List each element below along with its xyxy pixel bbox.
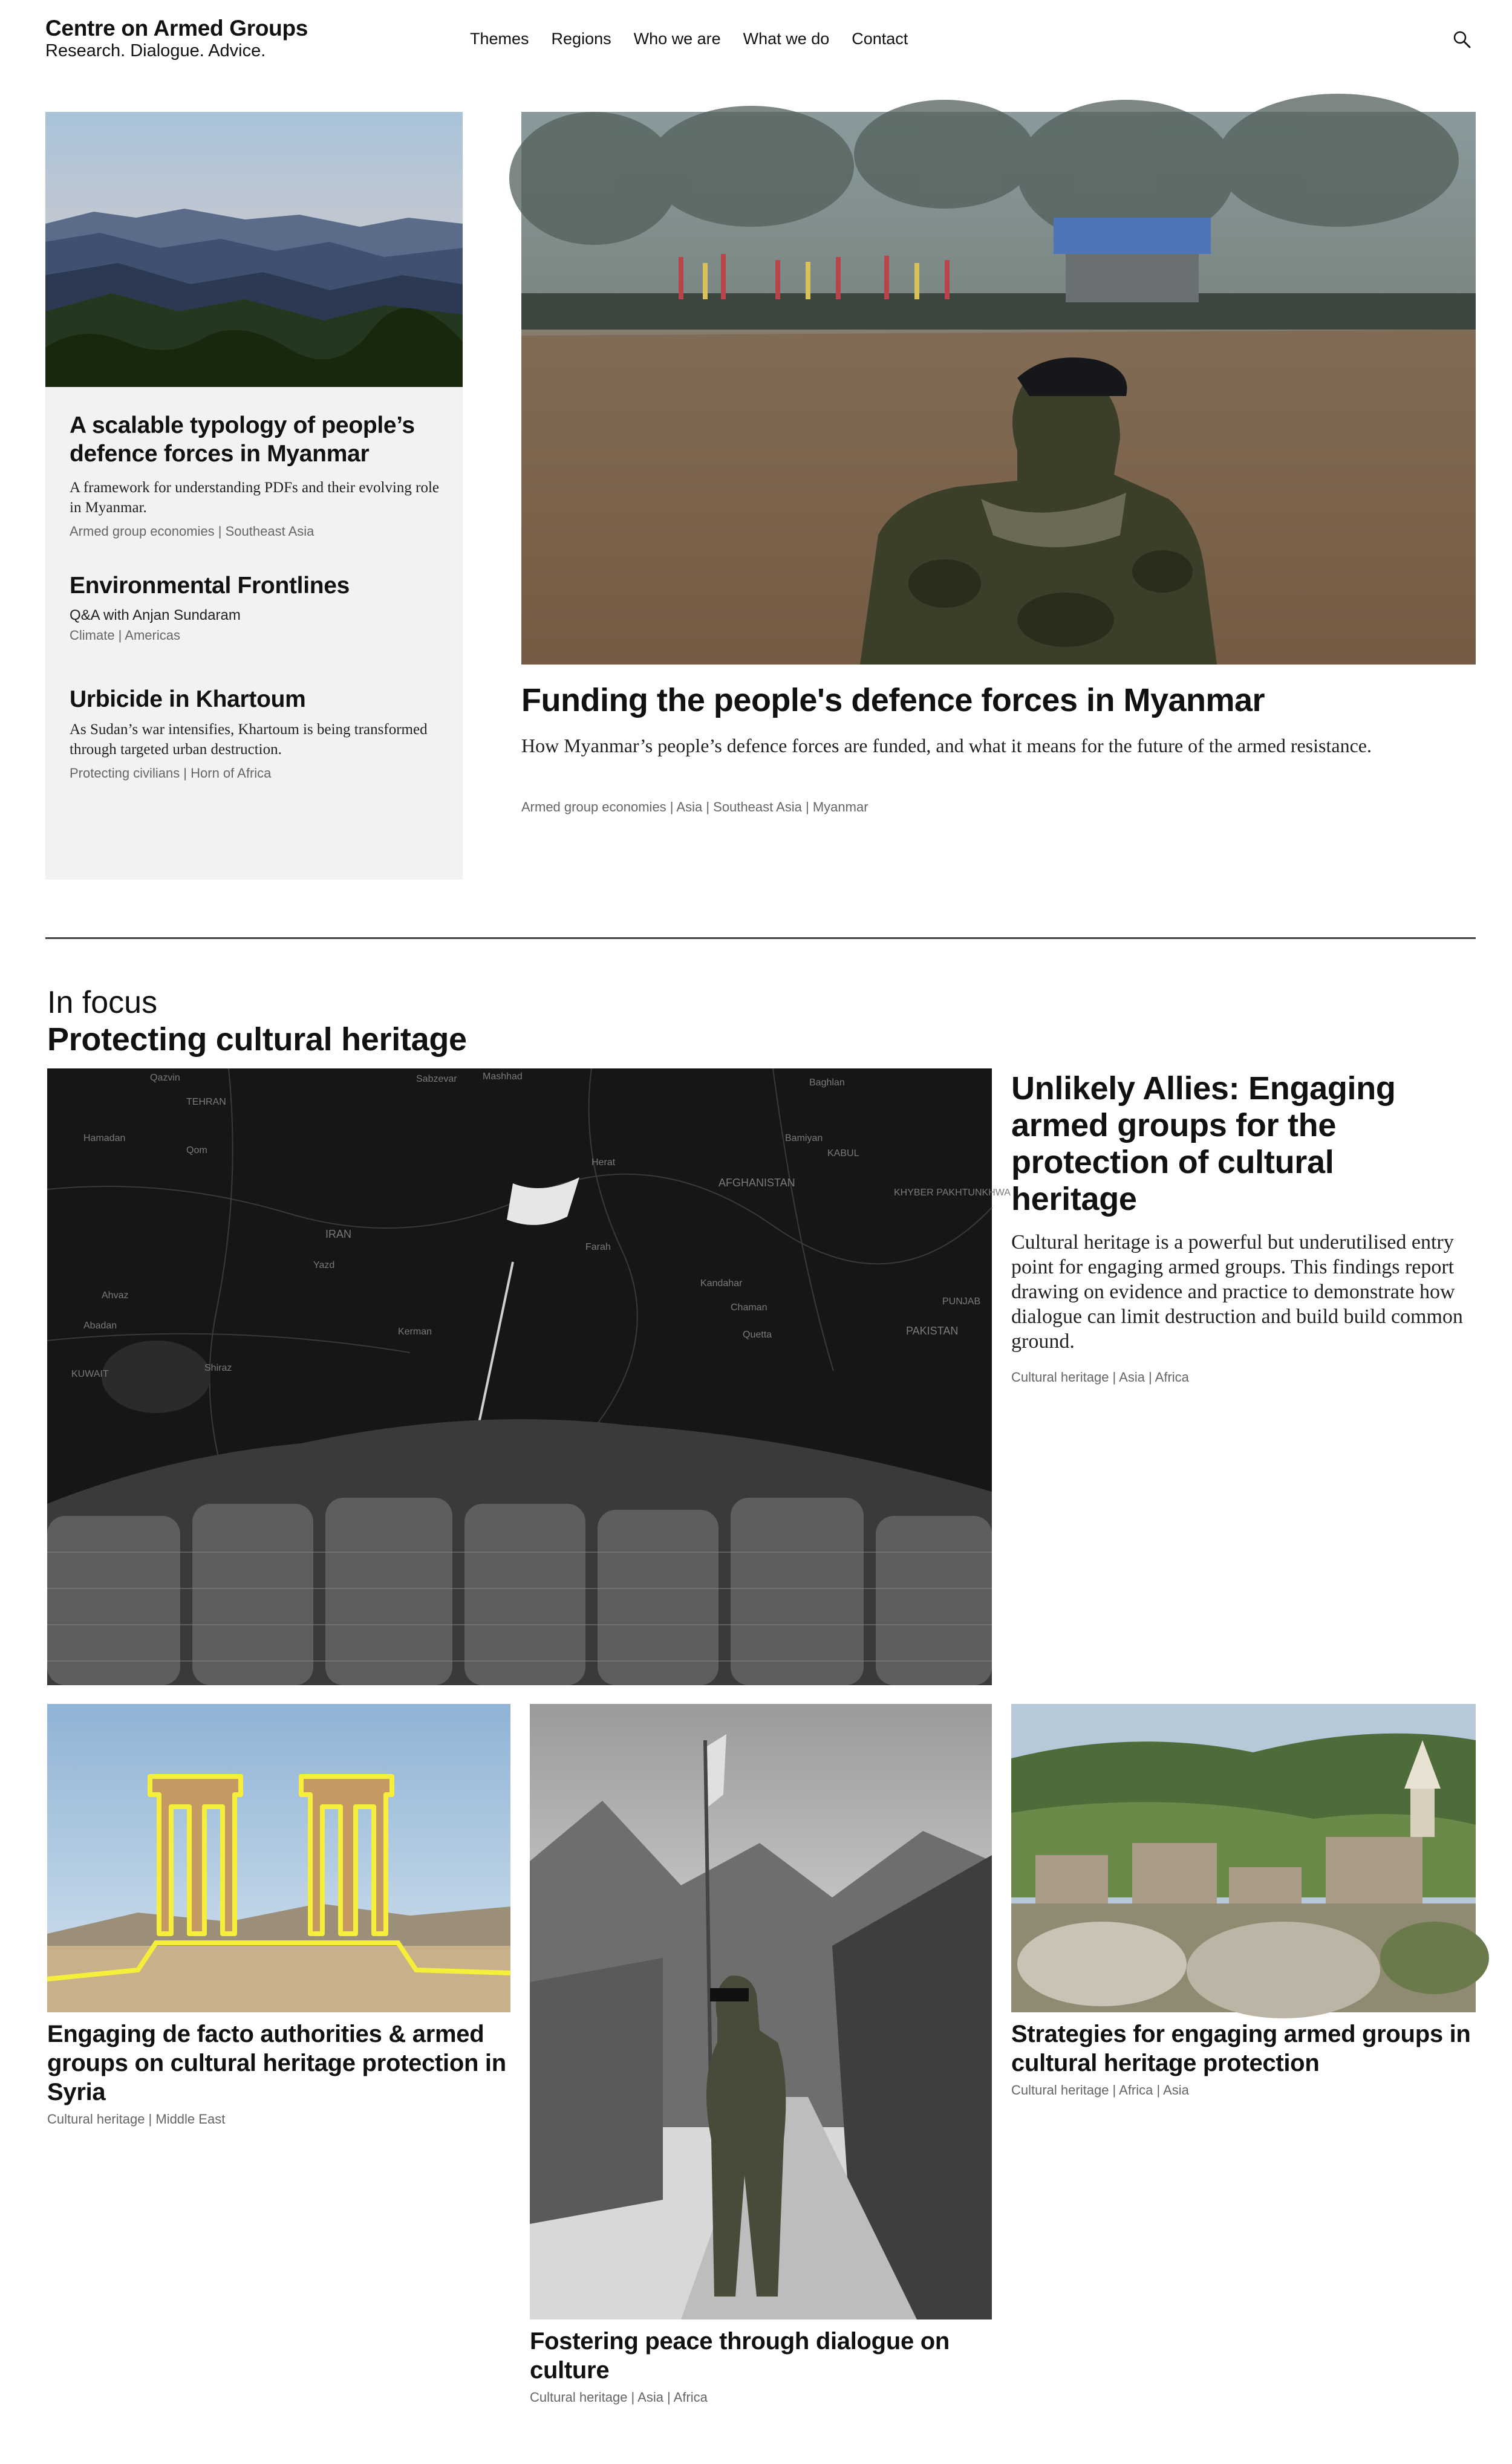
featured-soldier-image[interactable]	[521, 112, 1476, 665]
map-label: Sabzevar	[416, 1074, 457, 1084]
featured-description: How Myanmar’s people’s defence forces are funded, and what it means for the future of the armed resistance.	[521, 735, 1372, 756]
nav-contact[interactable]: Contact	[852, 30, 908, 48]
focus-main-tags[interactable]: Cultural heritage | Asia | Africa	[1011, 1370, 1189, 1385]
article-tags[interactable]: Protecting civilians | Horn of Africa	[70, 766, 272, 781]
sidebar-article-list	[45, 387, 463, 880]
article-tags[interactable]: Climate | Americas	[70, 628, 180, 643]
palmyra-ruins-image[interactable]	[47, 1704, 510, 2012]
article-summary: Q&A with Anjan Sundaram	[70, 607, 241, 623]
nav-themes[interactable]: Themes	[470, 30, 529, 48]
soldier-checkpoint-image[interactable]	[530, 1704, 992, 2319]
article-title[interactable]: A scalable typology of people’s defence forces in Myanmar	[70, 412, 415, 467]
map-label: Kerman	[398, 1327, 432, 1337]
site-tagline: Research. Dialogue. Advice.	[45, 41, 266, 60]
map-label: Farah	[585, 1242, 611, 1252]
nav-regions[interactable]: Regions	[551, 30, 611, 48]
focus-card[interactable]	[530, 2327, 992, 2405]
map-label: AFGHANISTAN	[719, 1177, 795, 1189]
featured-tags[interactable]: Armed group economies | Asia | Southeast Asia | Myanmar	[521, 799, 868, 814]
map-label: Qom	[186, 1145, 207, 1156]
map-label: Chaman	[731, 1302, 767, 1313]
map-label: TEHRAN	[186, 1097, 226, 1107]
card-tags[interactable]: Cultural heritage | Middle East	[47, 2111, 226, 2127]
map-label: KHYBER PAKHTUNKHWA	[894, 1188, 1011, 1198]
sidebar-article[interactable]	[70, 685, 445, 782]
map-label: PAKISTAN	[906, 1325, 959, 1337]
map-label: Shiraz	[204, 1363, 232, 1373]
map-label: PUNJAB	[942, 1296, 981, 1307]
focus-main-title[interactable]: Unlikely Allies: Engaging armed groups for the protection of cultural heritage	[1011, 1070, 1396, 1217]
map-label: Hamadan	[83, 1133, 126, 1143]
card-tags[interactable]: Cultural heritage | Asia | Africa	[530, 2390, 708, 2405]
search-icon[interactable]	[1452, 29, 1472, 50]
map-label: Kandahar	[700, 1278, 743, 1289]
mountain-landscape-image[interactable]	[45, 112, 463, 387]
focus-main-description: Cultural heritage is a powerful but underutilised entry point for engaging armed groups. This findings report drawing on evidence and practice to demonstrate how dialogue can limit destruction and build build common ground.	[1011, 1231, 1463, 1353]
section-label: In focus	[47, 985, 158, 1020]
article-title[interactable]: Urbicide in Khartoum	[70, 686, 306, 712]
article-tags[interactable]: Armed group economies | Southeast Asia	[70, 524, 314, 539]
sidebar-article[interactable]	[70, 411, 445, 541]
card-title[interactable]: Fostering peace through dialogue on culture	[530, 2328, 950, 2384]
map-label: Herat	[591, 1157, 616, 1168]
focus-card[interactable]	[1011, 2020, 1476, 2098]
map-label: Bamiyan	[785, 1133, 823, 1143]
card-title[interactable]: Strategies for engaging armed groups in cultural heritage protection	[1011, 2021, 1471, 2076]
map-label: IRAN	[325, 1228, 352, 1240]
sidebar-article[interactable]	[70, 571, 445, 645]
nav-what-we-do[interactable]: What we do	[743, 30, 830, 48]
map-label: Quetta	[743, 1330, 772, 1340]
featured-title[interactable]: Funding the people's defence forces in Myanmar	[521, 682, 1265, 718]
section-title: Protecting cultural heritage	[47, 1021, 467, 1058]
map-fortification-image[interactable]	[47, 1068, 1011, 1685]
site-title[interactable]: Centre on Armed Groups	[45, 16, 308, 41]
article-title[interactable]: Environmental Frontlines	[70, 573, 350, 599]
map-label: Yazd	[313, 1260, 335, 1270]
map-label: Mashhad	[483, 1071, 523, 1082]
main-nav	[470, 30, 908, 48]
card-title[interactable]: Engaging de facto authorities & armed groups on cultural heritage protection in Syria	[47, 2021, 506, 2105]
map-label: KUWAIT	[71, 1369, 109, 1379]
article-summary: A framework for understanding PDFs and their evolving role in Myanmar.	[70, 479, 439, 516]
map-label: Abadan	[83, 1321, 117, 1331]
map-label: Baghlan	[809, 1078, 845, 1088]
village-heritage-image[interactable]	[1011, 1704, 1476, 2012]
map-label: Qazvin	[150, 1073, 180, 1083]
section-divider	[45, 937, 1476, 939]
nav-who-we-are[interactable]: Who we are	[633, 30, 721, 48]
article-summary: As Sudan’s war intensifies, Khartoum is being transformed through targeted urban destruction.	[70, 721, 428, 758]
card-tags[interactable]: Cultural heritage | Africa | Asia	[1011, 2082, 1189, 2098]
map-label: Ahvaz	[102, 1290, 129, 1301]
map-label: KABUL	[827, 1148, 859, 1159]
focus-card[interactable]	[47, 2020, 510, 2127]
